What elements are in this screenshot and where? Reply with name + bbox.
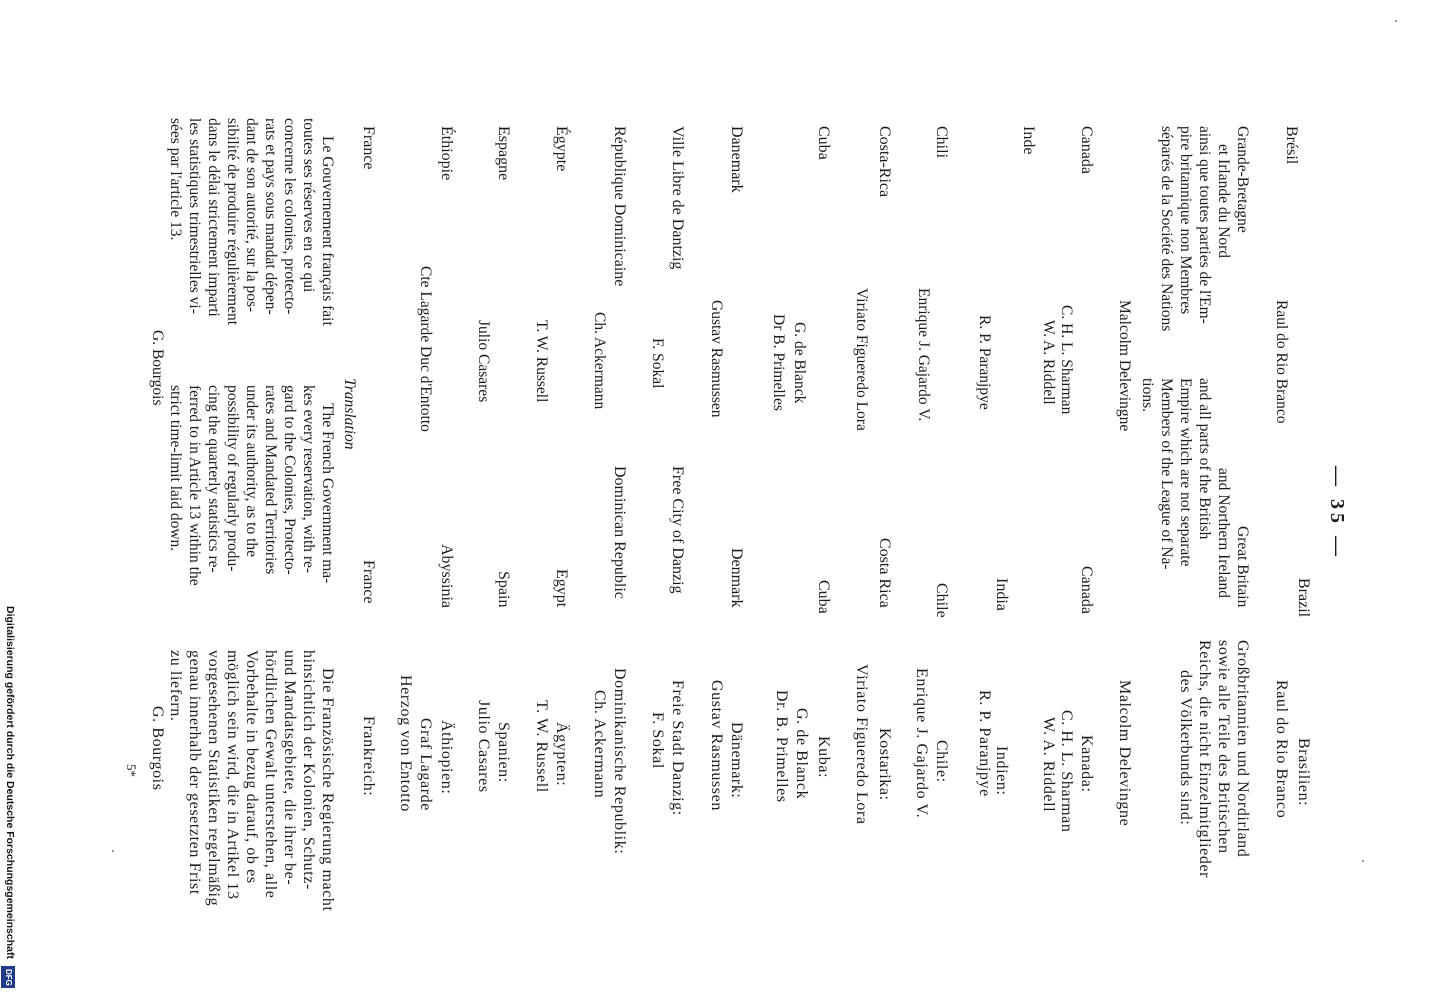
de-spanien: Spanien: [495,722,512,783]
fr-res-line: les statistiques trimestrielles vi- [186,118,203,314]
fr-gb-line: séparés de la Société des Nations [1158,126,1175,332]
fr-res-line: Le Gouvernement français fait [319,136,336,326]
fr-gb-line: Grande-Bretagne [1234,126,1251,233]
fr-res-line: sées par l'article 13. [167,118,184,241]
fr-france: France [360,126,377,170]
de-brasilien: Brasilien: [1295,738,1312,807]
de-blanck: G. de Blanck [793,708,810,800]
en-denmark: Denmark [728,548,745,608]
fr-egypte: Égypte [553,126,570,172]
de-ackermann: Ch. Ackermann [591,690,608,799]
en-res-line: cing the quarterly statistics re- [205,385,222,573]
de-reservation [166,650,337,912]
de-gb-line: Reichs, die nicht Einzelmitglieder [1196,640,1213,879]
dfg-logo [1,966,15,988]
de-res-line: möglich sein wird, die in Artikel 13 [224,650,241,900]
sig-blanck: G. de Blanck [791,322,808,404]
en-costa-rica: Costa Rica [876,538,893,608]
de-delevingne: Malcolm Delevingne [1116,680,1133,827]
de-lora: Viriato Figueredo Lora [853,664,870,825]
fr-res-line: dans le délai strictement imparti [205,118,222,317]
fr-res-line: concerne les colonies, protecto- [281,118,298,315]
de-lagarde-1: Graf Lagarde [417,718,434,811]
en-cuba: Cuba [815,580,832,614]
de-res-line: hinsichtlich der Kolonien, Schutz- [300,650,317,890]
sig-casares: Julio Casares [475,320,492,403]
en-gb-line: and all parts of the British [1196,378,1213,540]
fr-reservation [166,118,337,326]
fr-ethiopie: Éthiopie [438,126,455,181]
en-res-line: under its authority, as to the [243,385,260,558]
en-spain: Spain [495,571,512,608]
page-number: — 35 — [1326,466,1348,560]
digitization-note: Digitalisierung gefördert durch die Deutsche Forschungsgemeinschaft [4,606,16,959]
en-res-line: possibility of regularly produ- [224,385,241,572]
en-res-line: strict time-limit laid down. [167,385,184,552]
en-reservation [166,385,337,586]
fr-bresil: Brésil [1283,126,1300,165]
scan-speck [1395,20,1397,22]
de-res-line: genau innerhalb der gesetzten Frist [186,650,203,895]
de-kuba: Kuba: [815,736,832,779]
sig-primelles: Dr B. Primelles [770,314,787,411]
de-gb-line: Großbritannien und Nordirland [1234,640,1251,858]
en-great-britain [1138,378,1252,607]
fr-canada: Canada [1078,126,1095,174]
de-res-line: Die Französische Regierung macht [319,668,336,912]
sig-rio-branco: Raul do Rio Branco [1273,300,1290,424]
de-danzig: Freie Stadt Danzig: [669,680,686,816]
fr-res-line: toutes ses réserves en ce qui [300,118,317,293]
sig-gajardo: Enrique J. Gajardo V. [915,288,932,422]
en-res-line: kes every reservation, with re- [300,385,317,574]
de-rasmussen: Gustav Rasmussen [708,680,725,811]
de-kostarika: Kostarika: [876,728,893,801]
fr-danemark: Danemark [728,126,745,193]
de-riddell: W. A. Riddell [1040,717,1057,813]
en-gb-line: Great Britain [1234,526,1251,608]
signature-mark: 5* [124,764,139,777]
scan-speck [1362,860,1364,862]
en-india: India [993,578,1010,611]
sig-ackermann: Ch. Ackermann [591,312,608,410]
de-sokal: F. Sokal [649,712,666,769]
fr-chili: Chili [933,126,950,159]
en-france: France [360,560,377,604]
de-res-line: vorgesehenen Statistiken regelmäßig [205,650,222,907]
en-danzig: Free City of Danzig [669,466,686,594]
de-res-line: Vorbehalte in bezug darauf, ob es [243,650,260,884]
en-res-line: ferred to in Article 13 within the [186,385,203,586]
de-frankreich: Frankreich: [360,716,377,797]
en-gb-line: Members of the League of Na- [1158,378,1175,570]
de-gb-line: des Völkerbunds sind: [1177,670,1194,826]
de-kanada: Kanada: [1078,735,1095,793]
fr-gb-line: ainsi que toutes parties de l'Em- [1196,126,1213,324]
fr-cuba: Cuba [815,126,832,160]
de-aegypten: Ägypten: [553,722,570,787]
sig-bourgois: G. Bourgois [149,330,166,406]
de-primelles: Dr. B. Primelles [773,690,790,803]
en-canada: Canada [1078,566,1095,614]
de-russell: T. W. Russell [533,700,550,793]
fr-res-line: sibilité de produire régulièrement [224,118,241,326]
de-res-line: und Mandatsgebiete, die ihrer be- [281,650,298,886]
de-casares: Julio Casares [475,700,492,793]
en-translation-heading: Translation [341,378,358,450]
de-aethiopien: Äthiopien: [438,720,455,795]
de-gajardo: Enrique J. Gajardo V. [913,668,930,819]
en-res-line: The French Government ma- [319,403,336,584]
en-gb-line: tions. [1139,378,1156,413]
dfg-logo-text: DFG [4,968,13,986]
en-gb-line: Empire which are not separate [1177,378,1194,567]
fr-dominicaine: République Dominicaine [611,126,628,287]
sig-rasmussen: Gustav Rasmussen [708,300,725,418]
fr-gb-line: pire britannique non Membres [1177,126,1194,315]
de-chile: Chile: [933,740,950,783]
sig-delevingne: Malcolm Delevingne [1116,300,1133,432]
de-indien: Indien: [993,746,1010,796]
fr-res-line: dant de son autorité, sur la pos- [243,118,260,313]
fr-espagne: Espagne [495,126,512,181]
de-sharman: C. H. L. Sharman [1058,710,1075,833]
de-paranjpye: R. P. Paranjpye [976,690,993,797]
de-lagarde-2: Herzog von Entotto [397,675,414,812]
fr-gb-line: et Irlande du Nord [1215,144,1232,259]
en-dominican: Dominican Republic [611,466,628,599]
de-great-britain [1176,640,1252,878]
en-gb-line: and Northern Ireland [1215,468,1232,598]
de-rio-branco: Raul do Rio Branco [1273,680,1290,819]
sig-riddell: W. A. Riddell [1040,320,1057,405]
en-res-line: gard to the Colonies, Protecto- [281,385,298,575]
sig-paranjpye: R. P. Paranjpye [976,315,993,410]
en-abyssinia: Abyssinia [438,544,455,608]
de-bourgois: G. Bourgois [149,706,166,791]
sig-lora: Viriato Figueredo Lora [853,288,870,431]
de-gb-line: sowie alle Teile des Britischen [1215,640,1232,854]
de-res-line: hördlichen Gewalt unterstehen, alle [262,650,279,899]
scan-speck [112,850,114,852]
en-egypt: Egypt [553,569,570,608]
en-res-line: rates and Mandated Territories [262,385,279,575]
sig-lagarde: Cte Lagarde Duc d'Entotto [417,266,434,432]
fr-inde: Inde [1020,126,1037,155]
en-brazil: Brazil [1295,578,1312,618]
fr-great-britain [1157,126,1252,331]
en-chile: Chile [933,583,950,618]
sig-sokal: F. Sokal [649,338,666,389]
sig-sharman: C. H. L. Sharman [1058,305,1075,415]
sig-russell: T. W. Russell [533,320,550,403]
fr-danzig: Ville Libre de Dantzig [669,126,686,270]
fr-res-line: rats et pays sous mandat dépen- [262,118,279,315]
de-daenemark: Dänemark: [728,722,745,799]
de-dominikanisch: Dominikanische Republik: [611,668,628,855]
fr-costa-rica: Costa-Rica [876,126,893,198]
de-res-line: zu liefern. [167,650,184,722]
